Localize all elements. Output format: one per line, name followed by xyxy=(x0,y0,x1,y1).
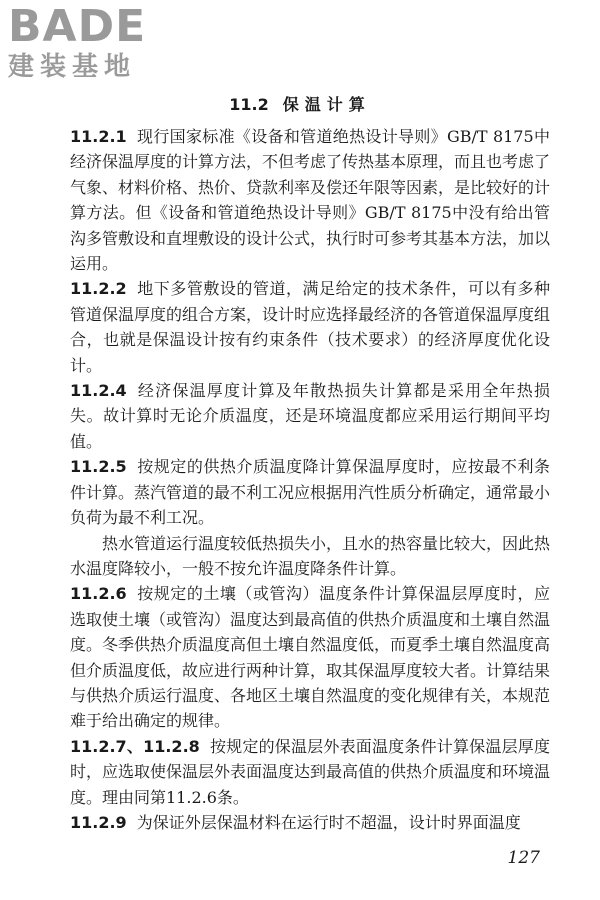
clause-number: 11.2.1 xyxy=(70,127,127,146)
page-number: 127 xyxy=(507,848,540,868)
clause-11-2-5-continued xyxy=(70,531,550,582)
clause-text: 按规定的供热介质温度降计算保温厚度时，应按最不利条件计算。蒸汽管道的最不利工况应根据用汽性质分析确定，通常最小负荷为最不利工况。 xyxy=(70,457,551,528)
body-text xyxy=(70,124,550,835)
clause-text: 地下多管敷设的管道，满足给定的技术条件，可以有多种管道保温厚度的组合方案，设计时应选择最经济的各管道保温厚度组合，也就是保温设计按有约束条件（技术要求）的经济厚度优化设计。 xyxy=(70,279,551,375)
clause-text: 按规定的土壤（或管沟）温度条件计算保温层厚度时，应选取使土壤（或管沟）温度达到最高值的供热介质温度和土壤自然温度。冬季供热介质温度高但土壤自然温度低，而夏季土壤自然温度高但介质温度低，故应进行两种计算，取其保温厚度较大者。计算结果与供热介质运行温度、各地区土壤自然温度的变化规律有关，本规范难于给出确定的规律。 xyxy=(70,584,551,731)
logo-mark: BADE xyxy=(8,1,147,52)
clause-text: 热水管道运行温度较低热损失小，且水的热容量比较大，因此热水温度降较小，一般不按允许温度降条件计算。 xyxy=(70,533,551,578)
clause-text: 按规定的保温层外表面温度条件计算保温层厚度时，应选取使保温层外表面温度达到最高值的供热介质温度和环境温度。理由同第11.2.6条。 xyxy=(70,736,551,807)
clause-11-2-4 xyxy=(70,378,550,454)
clause-number: 11.2.9 xyxy=(70,812,127,832)
clause-number: 11.2.6 xyxy=(70,584,127,604)
clause-text: 为保证外层保温材料在运行时不超温，设计时界面温度 xyxy=(136,812,521,832)
clause-11-2-1 xyxy=(70,124,550,276)
logo xyxy=(8,1,147,82)
clause-text: 现行国家标准《设备和管道绝热设计导则》GB/T 8175中经济保温厚度的计算方法，不但考虑了传热基本原理，而且也考虑了气象、材料价格、热价、贷款利率及偿还年限等因素，是比较好的计算方法。但《设备和管道绝热设计导则》GB/T 8175中没有给出管沟多管敷设和直埋敷设的设计公式，执行时可参考其基本方法，加以运用。 xyxy=(70,127,551,274)
clause-11-2-9 xyxy=(70,810,550,835)
clause-text: 经济保温厚度计算及年散热损失计算都是采用全年热损失。故计算时无论介质温度，还是环境温度都应采用运行期间平均值。 xyxy=(70,381,550,451)
clause-number: 11.2.2 xyxy=(70,279,127,299)
clause-11-2-6 xyxy=(70,581,550,733)
clause-number: 11.2.7、11.2.8 xyxy=(70,736,200,756)
clause-11-2-7-8 xyxy=(70,734,550,810)
clause-number: 11.2.5 xyxy=(70,457,127,477)
logo-subtitle: 建装基地 xyxy=(8,52,137,82)
clause-11-2-5 xyxy=(70,454,550,530)
clause-number: 11.2.4 xyxy=(70,381,127,401)
section-title xyxy=(0,92,600,115)
section-number: 11.2 xyxy=(229,95,269,114)
clause-11-2-2 xyxy=(70,276,550,378)
section-heading: 保温计算 xyxy=(282,95,371,114)
